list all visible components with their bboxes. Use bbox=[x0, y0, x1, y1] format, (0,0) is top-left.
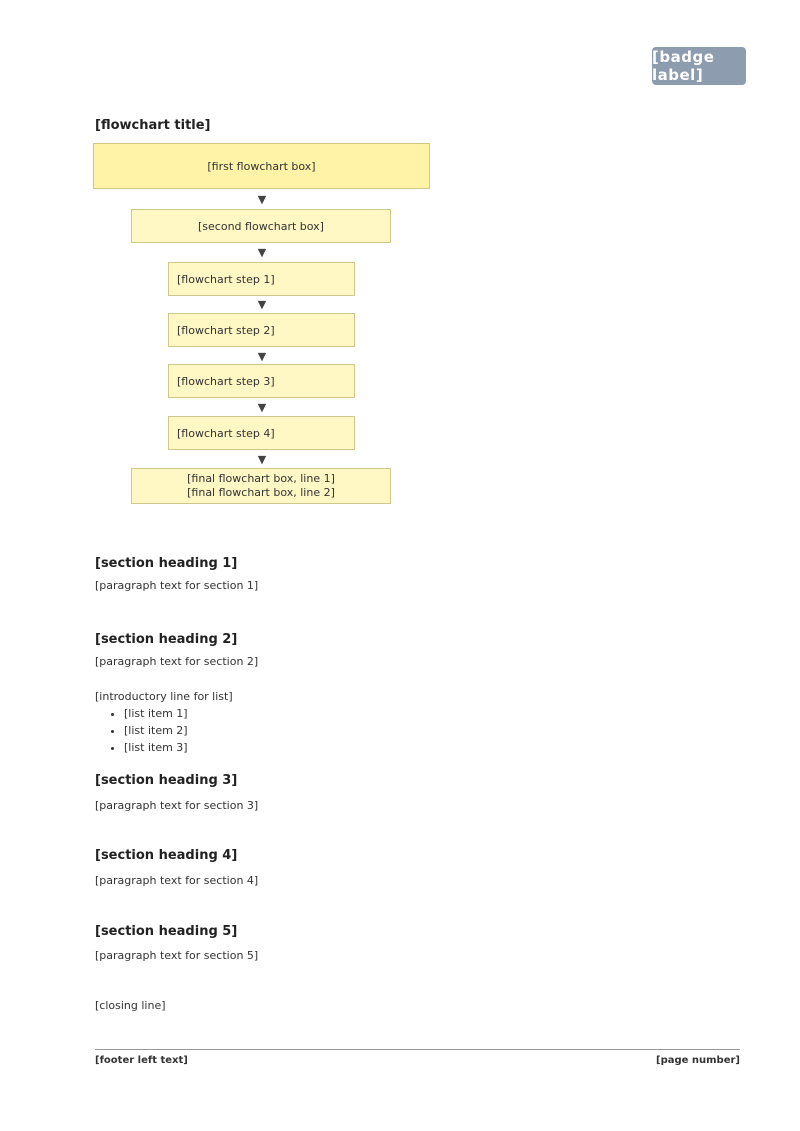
closing-line: [closing line] bbox=[95, 999, 166, 1012]
list-item: • [list item 1] bbox=[124, 705, 724, 722]
diagram-arrow-1: ▼ bbox=[257, 193, 267, 206]
section-title: [section heading 5] bbox=[95, 924, 238, 939]
section-title: [section heading 4] bbox=[95, 848, 238, 863]
bullet-list bbox=[108, 705, 724, 756]
diagram-box-top-label: [first flowchart box] bbox=[207, 159, 316, 173]
diagram-arrow-3: ▼ bbox=[257, 298, 267, 311]
section-title: [section heading 3] bbox=[95, 773, 238, 788]
diagram-arrow-5: ▼ bbox=[257, 401, 267, 414]
diagram-box-step-1 bbox=[168, 262, 355, 296]
diagram-box-step-4 bbox=[168, 416, 355, 450]
section-paragraph: [paragraph text for section 2] bbox=[95, 655, 259, 668]
header-badge: [badge label] bbox=[652, 47, 746, 85]
diagram-box-step-2-label: [flowchart step 2] bbox=[177, 323, 275, 337]
section-title: [section heading 2] bbox=[95, 632, 238, 647]
list-intro: [introductory line for list] bbox=[95, 690, 233, 703]
section-paragraph: [paragraph text for section 1] bbox=[95, 579, 259, 592]
diagram-box-bottom-line-1: [final flowchart box, line 1] bbox=[187, 472, 335, 485]
diagram-box-step-2 bbox=[168, 313, 355, 347]
diagram-box-step-3-label: [flowchart step 3] bbox=[177, 374, 275, 388]
diagram-box-check-label: [second flowchart box] bbox=[198, 219, 324, 233]
section-paragraph: [paragraph text for section 3] bbox=[95, 799, 259, 812]
diagram-box-bottom bbox=[131, 468, 391, 504]
diagram-box-step-4-label: [flowchart step 4] bbox=[177, 426, 275, 440]
footer-title: [footer left text] bbox=[95, 1055, 188, 1066]
diagram-box-top bbox=[93, 143, 430, 189]
diagram-title: [flowchart title] bbox=[95, 118, 211, 133]
list-item: • [list item 2] bbox=[124, 722, 724, 739]
diagram-box-check bbox=[131, 209, 391, 243]
diagram-arrow-4: ▼ bbox=[257, 350, 267, 363]
diagram-arrow-6: ▼ bbox=[257, 453, 267, 466]
section-paragraph: [paragraph text for section 4] bbox=[95, 874, 259, 887]
page-number: [page number] bbox=[656, 1055, 740, 1066]
diagram-box-step-1-label: [flowchart step 1] bbox=[177, 272, 275, 286]
section-title: [section heading 1] bbox=[95, 556, 238, 571]
diagram-box-bottom-line-2: [final flowchart box, line 2] bbox=[187, 486, 335, 499]
diagram-arrow-2: ▼ bbox=[257, 246, 267, 259]
list-item: • [list item 3] bbox=[124, 739, 724, 756]
diagram-box-step-3 bbox=[168, 364, 355, 398]
section-paragraph: [paragraph text for section 5] bbox=[95, 949, 259, 962]
footer-divider bbox=[95, 1049, 740, 1050]
